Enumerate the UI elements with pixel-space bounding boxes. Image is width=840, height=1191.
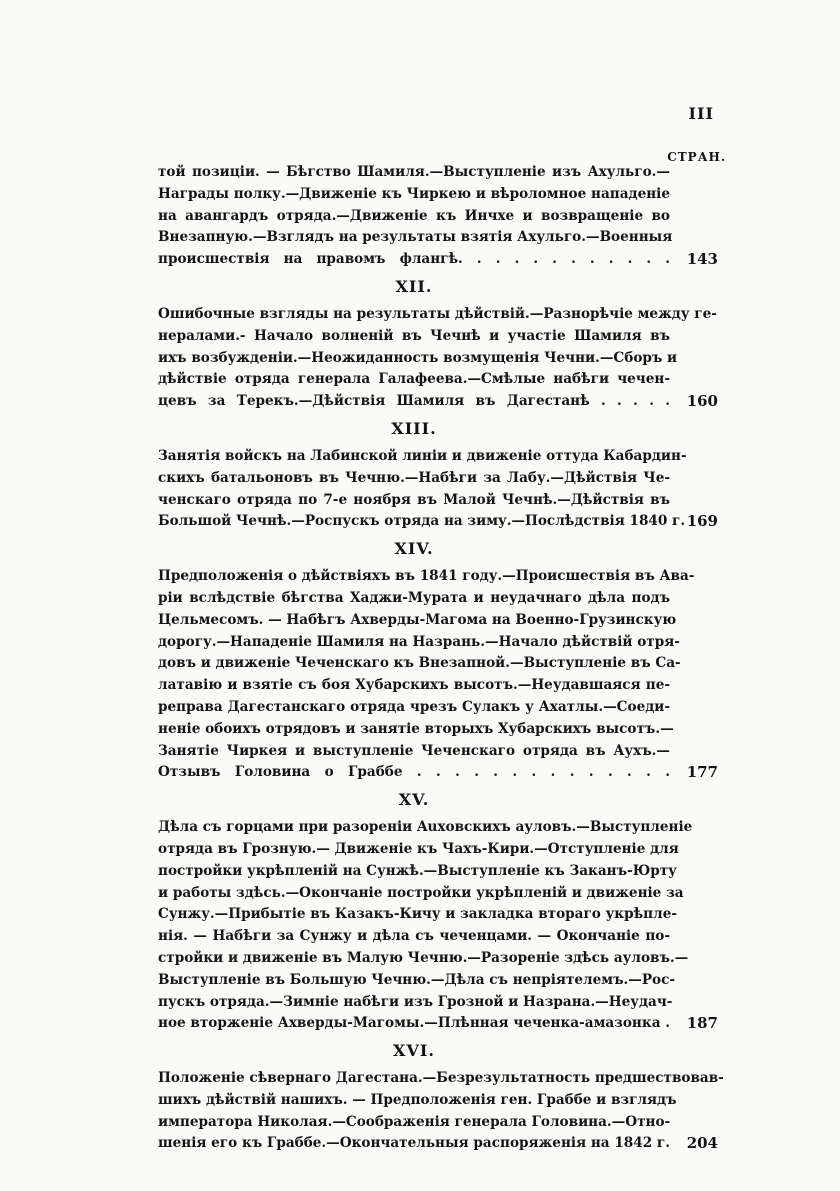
entry-line: Дѣла съ горцами при разореніи Auховскихъ ауловъ.—Выступленіе bbox=[158, 819, 693, 836]
entry-line: дѣйствіе отряда генерала Галафеева.—Смѣлые набѣги чечен- bbox=[158, 371, 670, 388]
entry-line: реправа Дагестанскаго отряда чрезъ Сулакъ у Ахатлы.—Соеди- bbox=[158, 698, 670, 715]
entry-line: дорогу.—Нападеніе Шамиля на Назрань.—Начало дѣйствій отря- bbox=[158, 633, 680, 650]
entry-line: шенія его къ Граббе.—Окончательныя распоряженія на 1842 г. bbox=[158, 1135, 670, 1152]
entry-line: той позиціи. — Бѣгство Шамиля.—Выступленіе изъ Ахульго.— bbox=[158, 164, 670, 180]
entry-text bbox=[158, 162, 673, 271]
entry-line: Отзывъ Головина о Граббе . . . . . . . . . . . . . . bbox=[158, 764, 670, 781]
entry-page-number: 187 bbox=[686, 1014, 718, 1033]
entry-line: Занятія войскъ на Лабинской линіи и движеніе оттуда Кабардин- bbox=[158, 447, 687, 464]
entry-line: Сунжу.—Прибытіе въ Казакъ-Кичу и закладка втораго укрѣпле- bbox=[158, 906, 678, 923]
entry-line: стройки и движеніе въ Малую Чечню.—Разореніе здѣсь ауловъ.— bbox=[158, 949, 689, 966]
entry-line: императора Николая.—Соображенія генерала Головина.—Отно- bbox=[158, 1113, 671, 1130]
entry-line: нералами.- Начало волненій въ Чечнѣ и участіе Шамиля въ bbox=[158, 327, 670, 344]
entry-line: неніе обоихъ отрядовъ и занятіе вторыхъ Хубарскихъ высотъ.— bbox=[158, 720, 674, 737]
entry-line: ное вторженіе Ахверды-Магомы.—Плѣнная чеченка-амазонка . bbox=[158, 1015, 670, 1032]
toc-entry bbox=[158, 566, 718, 784]
entry-page-number: 169 bbox=[686, 512, 718, 531]
entry-line: скихъ батальоновъ въ Чечню.—Набѣги за Лабу.—Дѣйствія Че- bbox=[158, 469, 670, 486]
entry-line: Награды полку.—Движеніе къ Чиркею и вѣроломное нападеніе bbox=[158, 185, 670, 202]
entry-line: шихъ дѣйствій нашихъ. — Предположенія ген. Граббе и взглядъ bbox=[158, 1091, 677, 1108]
entry-page-number: 204 bbox=[686, 1134, 718, 1153]
entry-line: ченскаго отряда по 7-е ноября въ Малой Чечнѣ.—Дѣйствія въ bbox=[158, 491, 670, 508]
toc-entry bbox=[158, 162, 718, 271]
chapter-heading: XVI. bbox=[393, 1041, 435, 1061]
toc-entry bbox=[158, 1068, 724, 1155]
entry-line: Выступленіе въ Большую Чечню.—Дѣла съ непріятелемъ.—Рос- bbox=[158, 971, 676, 988]
entry-line: и работы здѣсь.—Окончаніе постройки укрѣпленій и движеніе за bbox=[158, 884, 684, 901]
entry-line: ихъ возбужденіи.—Неожиданность возмущенія Чечни.—Сборъ и bbox=[158, 349, 678, 366]
entry-line: Цельмесомъ. — Набѣгъ Ахверды-Магома на Военно-Грузинскую bbox=[158, 611, 677, 628]
entry-line: ріи вслѣдствіе бѣгства Хаджи-Мурата и неудачнаго дѣла подъ bbox=[158, 589, 670, 606]
entry-line: постройки укрѣпленій на Сунжѣ.—Выступленіе къ Заканъ-Юрту bbox=[158, 862, 677, 879]
entry-text bbox=[158, 446, 687, 533]
entry-text bbox=[158, 817, 693, 1035]
table-of-contents bbox=[158, 162, 724, 1155]
entry-line: Ошибочные взгляды на результаты дѣйствій.—Разнорѣчіе между ге- bbox=[158, 305, 717, 322]
entry-line: на авангардъ отряда.—Движеніе къ Инчхе и возвращеніе во bbox=[158, 207, 670, 224]
entry-line: нія. — Набѣги за Сунжу и дѣла съ чеченцами. — Окончаніе по- bbox=[158, 928, 670, 945]
chapter-heading: XV. bbox=[398, 790, 430, 810]
chapter-heading: XIII. bbox=[391, 418, 437, 438]
entry-line: Большой Чечнѣ.—Роспускъ отряда на зиму.—Послѣдствія 1840 г. bbox=[158, 513, 686, 530]
entry-line: отряда въ Грозную.— Движеніе къ Чахъ-Кири.—Отступленіе для bbox=[158, 840, 679, 857]
entry-page-number: 143 bbox=[686, 250, 718, 269]
toc-entry bbox=[158, 304, 718, 413]
toc-entry bbox=[158, 817, 718, 1035]
entry-line: пускъ отряда.—Зимніе набѣги изъ Грозной и Назрана.—Неудач- bbox=[158, 993, 673, 1010]
toc-entry bbox=[158, 446, 718, 533]
chapter-heading: XIV. bbox=[394, 539, 434, 559]
entry-line: цевъ за Терекъ.—Дѣйствія Шамиля въ Дагестанѣ . . . . . bbox=[158, 393, 670, 410]
entry-line: Внезапную.—Взглядъ на результаты взятія Ахульго.—Военныя bbox=[158, 229, 673, 246]
entry-page-number: 177 bbox=[686, 763, 718, 782]
entry-line: Занятіе Чиркея и выступленіе Чеченскаго отряда въ Аухъ.— bbox=[158, 742, 670, 759]
page-number: III bbox=[688, 104, 714, 123]
entry-line: Предположенія о дѣйствіяхъ въ 1841 году.—Происшествія въ Ава- bbox=[158, 568, 695, 585]
entry-line: довъ и движеніе Чеченскаго къ Внезапной.—Выступленіе въ Са- bbox=[158, 655, 681, 672]
page-column-label: СТРАН. bbox=[667, 150, 726, 164]
entry-line: Положеніе сѣвернаго Дагестана.—Безрезультатность предшествовав- bbox=[158, 1070, 724, 1087]
chapter-heading: XII. bbox=[395, 276, 433, 296]
entry-line: происшествія на правомъ флангѣ. . . . . . . . . . . . bbox=[158, 251, 670, 268]
entry-line: латавію и взятіе съ боя Хубарскихъ высотъ.—Неудавшаяся пе- bbox=[158, 677, 670, 694]
entry-text bbox=[158, 566, 695, 784]
entry-page-number: 160 bbox=[686, 392, 718, 411]
